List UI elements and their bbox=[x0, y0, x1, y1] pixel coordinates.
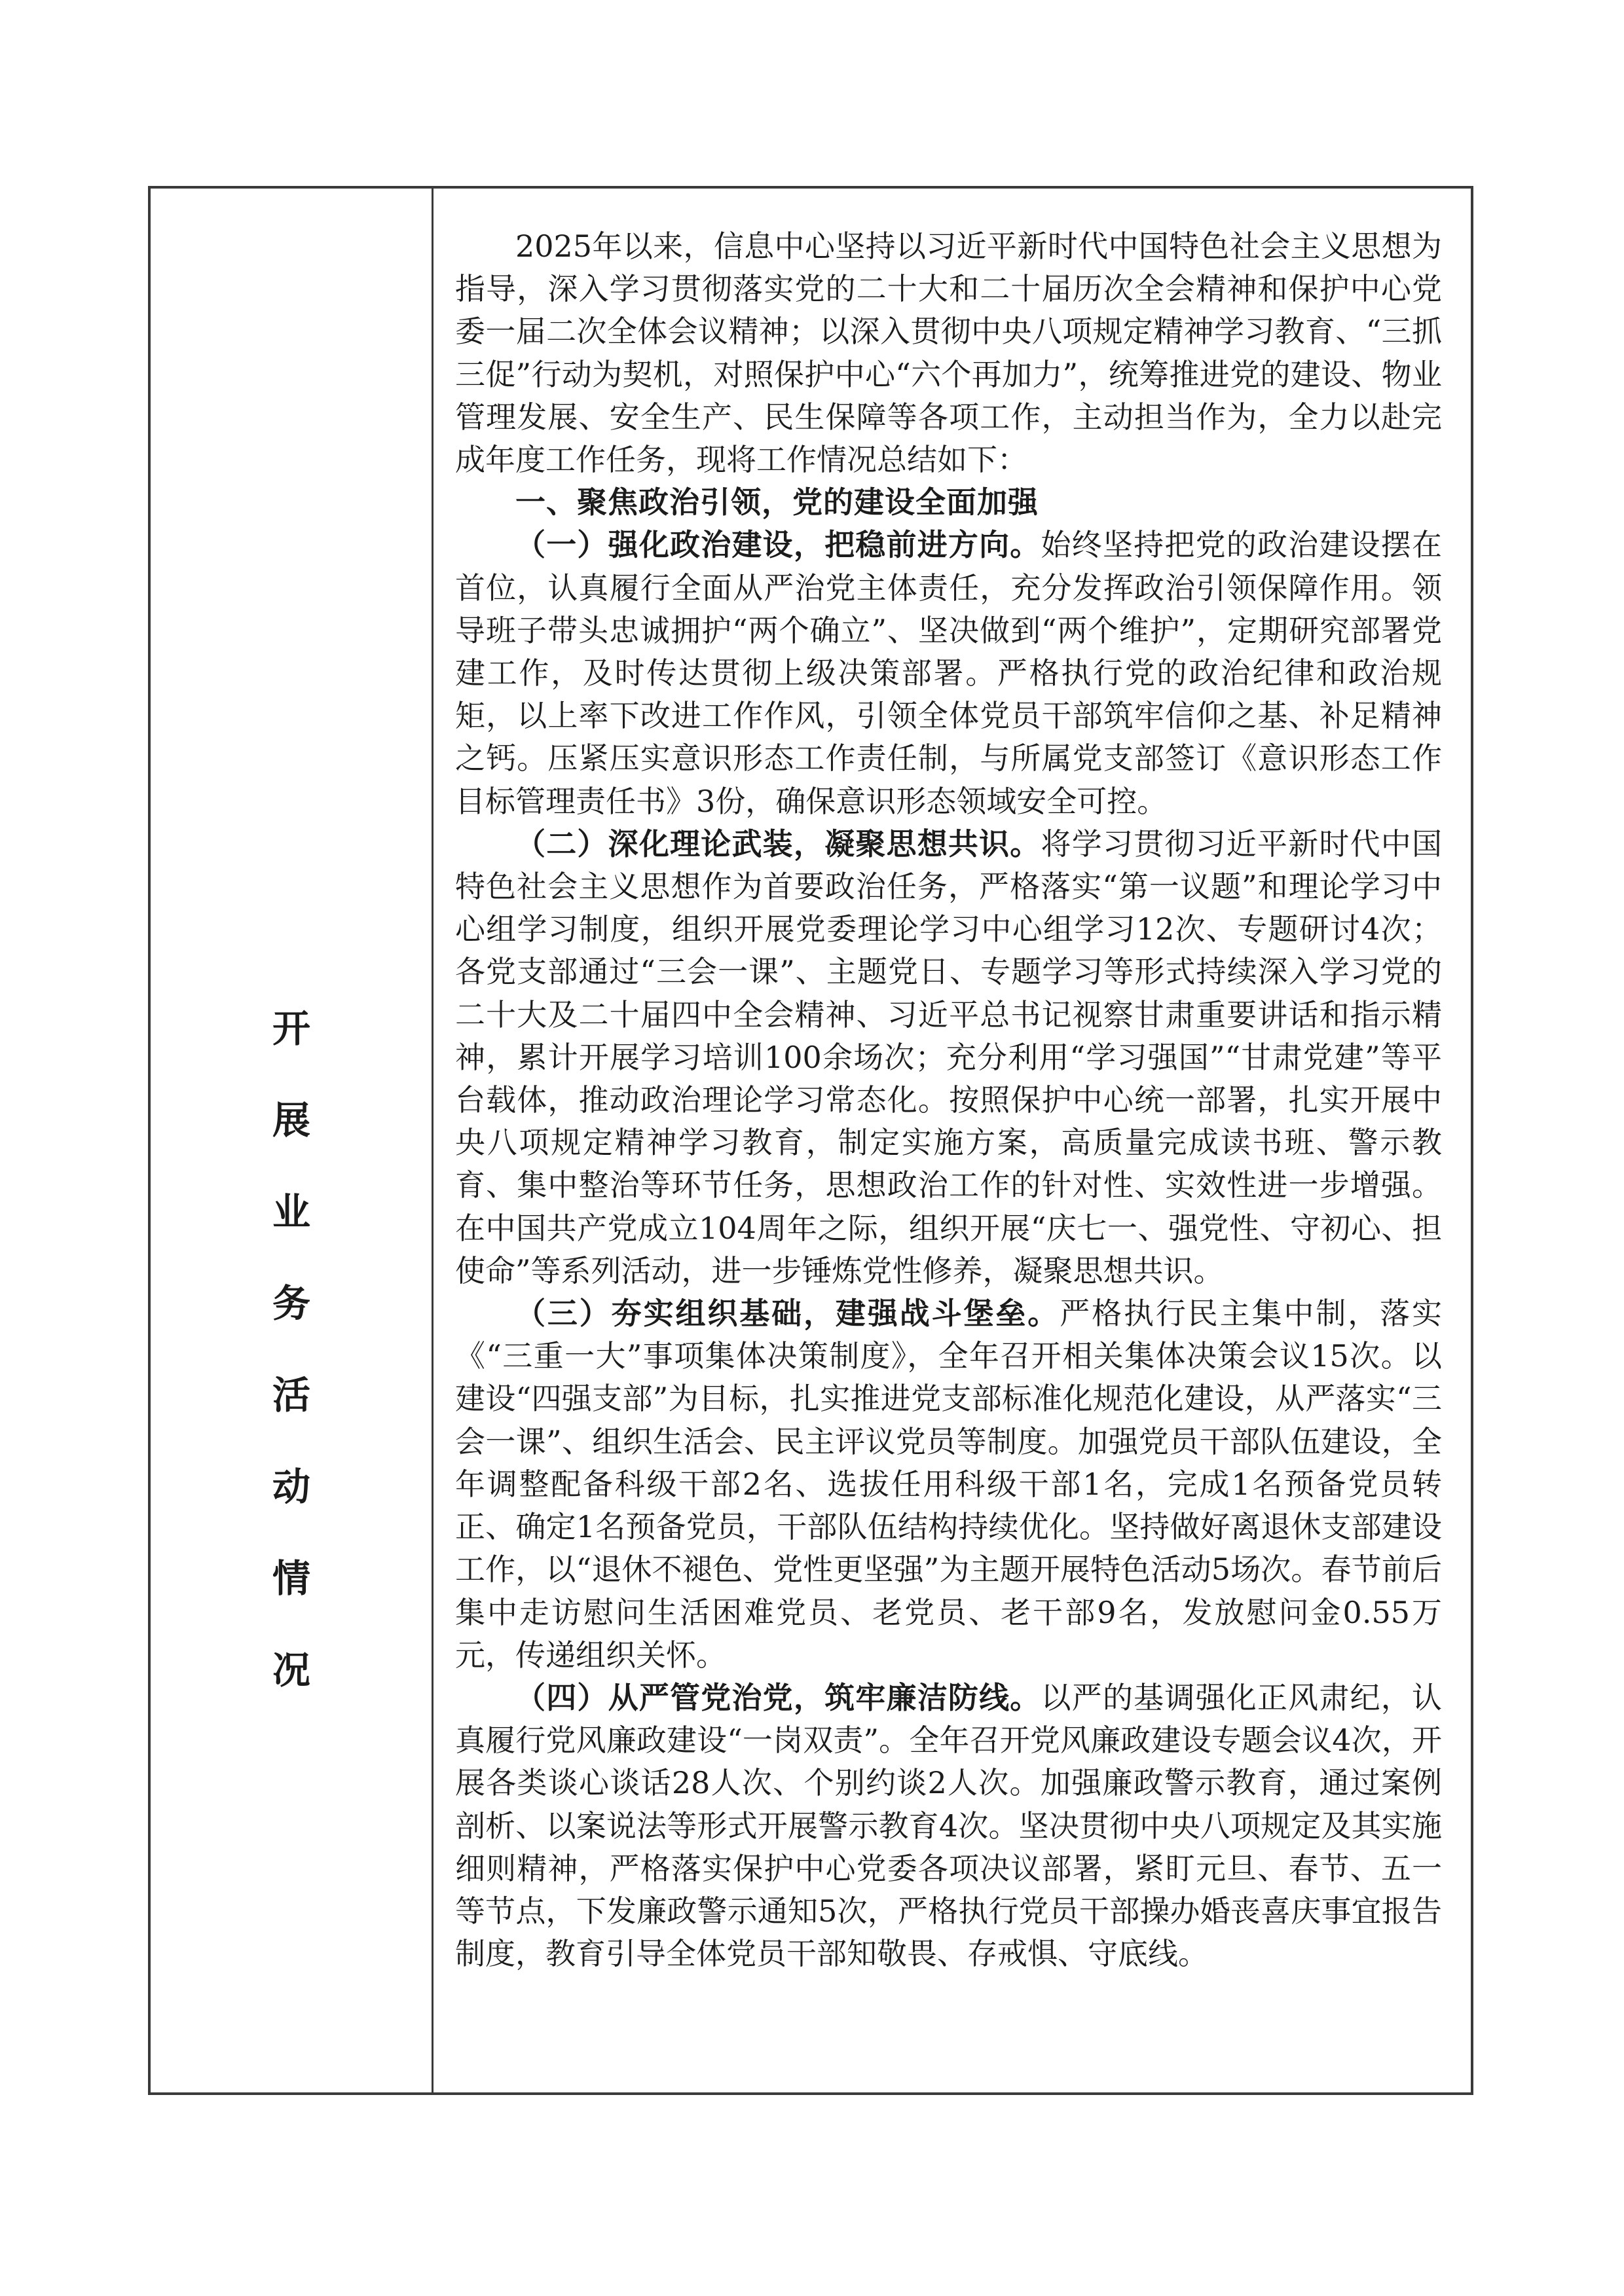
item-title: （三）夯实组织基础，建强战斗堡垒。 bbox=[515, 1296, 1060, 1332]
item-body: 始终坚持把党的政治建设摆在首位，认真履行全面从严治党主体责任，充分发挥政治引领保障作用。领导班子带头忠诚拥护“两个确立”、坚决做到“两个维护”，定期研究部署党建工作，及时传达贯彻上级决策部署。严格执行党的政治纪律和政治规矩，以上率下改进工作作风，引领全体党员干部筑牢信仰之基、补足精神之钙。压紧压实意识形态工作责任制，与所属党支部签订《意识形态工作目标管理责任书》3份，确保意识形态领域安全可控。 bbox=[455, 527, 1443, 819]
item-paragraph bbox=[455, 823, 1442, 1292]
side-label-char: 况 bbox=[272, 1648, 310, 1692]
content-cell bbox=[435, 189, 1471, 2092]
item-paragraph bbox=[455, 524, 1442, 822]
item-paragraph bbox=[455, 1677, 1442, 1975]
side-label-char: 活 bbox=[272, 1373, 310, 1417]
side-label-cell bbox=[151, 189, 434, 2092]
side-label-char: 展 bbox=[272, 1098, 310, 1142]
item-title: （一）强化政治建设，把稳前进方向。 bbox=[515, 527, 1041, 563]
item-body: 严格执行民主集中制，落实《“三重一大”事项集体决策制度》，全年召开相关集体决策会议15次。以建设“四强支部”为目标，扎实推进党支部标准化规范化建设，从严落实“三会一课”、组织生活会、民主评议党员等制度。加强党员干部队伍建设，全年调整配备科级干部2名、选拔任用科级干部1名，完成1名预备党员转正、确定1名预备党员，干部队伍结构持续优化。坚持做好离退休支部建设工作，以“退休不褪色、党性更坚强”为主题开展特色活动5场次。春节前后集中走访慰问生活困难党员、老党员、老干部9名，发放慰问金0.55万元，传递组织关怀。 bbox=[455, 1296, 1443, 1673]
section-heading: 一、聚焦政治引领，党的建设全面加强 bbox=[515, 484, 1039, 520]
side-label-char: 开 bbox=[272, 1006, 310, 1051]
side-label-char: 动 bbox=[272, 1465, 310, 1509]
side-label-char: 业 bbox=[272, 1190, 310, 1234]
intro-paragraph: 2025年以来，信息中心坚持以习近平新时代中国特色社会主义思想为指导，深入学习贯彻落实党的二十大和二十届历次全会精神和保护中心党委一届二次全体会议精神；以深入贯彻中央八项规定精神学习教育、“三抓三促”行动为契机，对照保护中心“六个再加力”，统筹推进党的建设、物业管理发展、安全生产、民生保障等各项工作，主动担当作为，全力以赴完成年度工作任务，现将工作情况总结如下： bbox=[455, 228, 1442, 478]
form-table bbox=[148, 186, 1473, 2095]
side-label-char: 情 bbox=[272, 1556, 310, 1601]
item-body: 将学习贯彻习近平新时代中国特色社会主义思想作为首要政治任务，严格落实“第一议题”和理论学习中心组学习制度，组织开展党委理论学习中心组学习12次、专题研讨4次；各党支部通过“三会一课”、主题党日、专题学习等形式持续深入学习党的二十大及二十届四中全会精神、习近平总书记视察甘肃重要讲话和指示精神，累计开展学习培训100余场次；充分利用“学习强国”“甘肃党建”等平台载体，推动政治理论学习常态化。按照保护中心统一部署，扎实开展中央八项规定精神学习教育，制定实施方案，高质量完成读书班、警示教育、集中整治等环节任务，思想政治工作的针对性、实效性进一步增强。在中国共产党成立104周年之际，组织开展“庆七一、强党性、守初心、担使命”等系列活动，进一步锤炼党性修养，凝聚思想共识。 bbox=[455, 826, 1443, 1288]
item-paragraph bbox=[455, 1292, 1442, 1677]
item-title: （二）深化理论武装，凝聚思想共识。 bbox=[515, 826, 1041, 862]
item-title: （四）从严管党治党，筑牢廉洁防线。 bbox=[515, 1679, 1041, 1715]
item-body: 以严的基调强化正风肃纪，认真履行党风廉政建设“一岗双责”。全年召开党风廉政建设专题会议4次，开展各类谈心谈话28人次、个别约谈2人次。加强廉政警示教育，通过案例剖析、以案说法等形式开展警示教育4次。坚决贯彻中央八项规定及其实施细则精神，严格落实保护中心党委各项决议部署，紧盯元旦、春节、五一等节点，下发廉政警示通知5次，严格执行党员干部操办婚丧喜庆事宜报告制度，教育引导全体党员干部知敬畏、存戒惧、守底线。 bbox=[455, 1679, 1443, 1972]
side-label-char: 务 bbox=[272, 1281, 310, 1326]
